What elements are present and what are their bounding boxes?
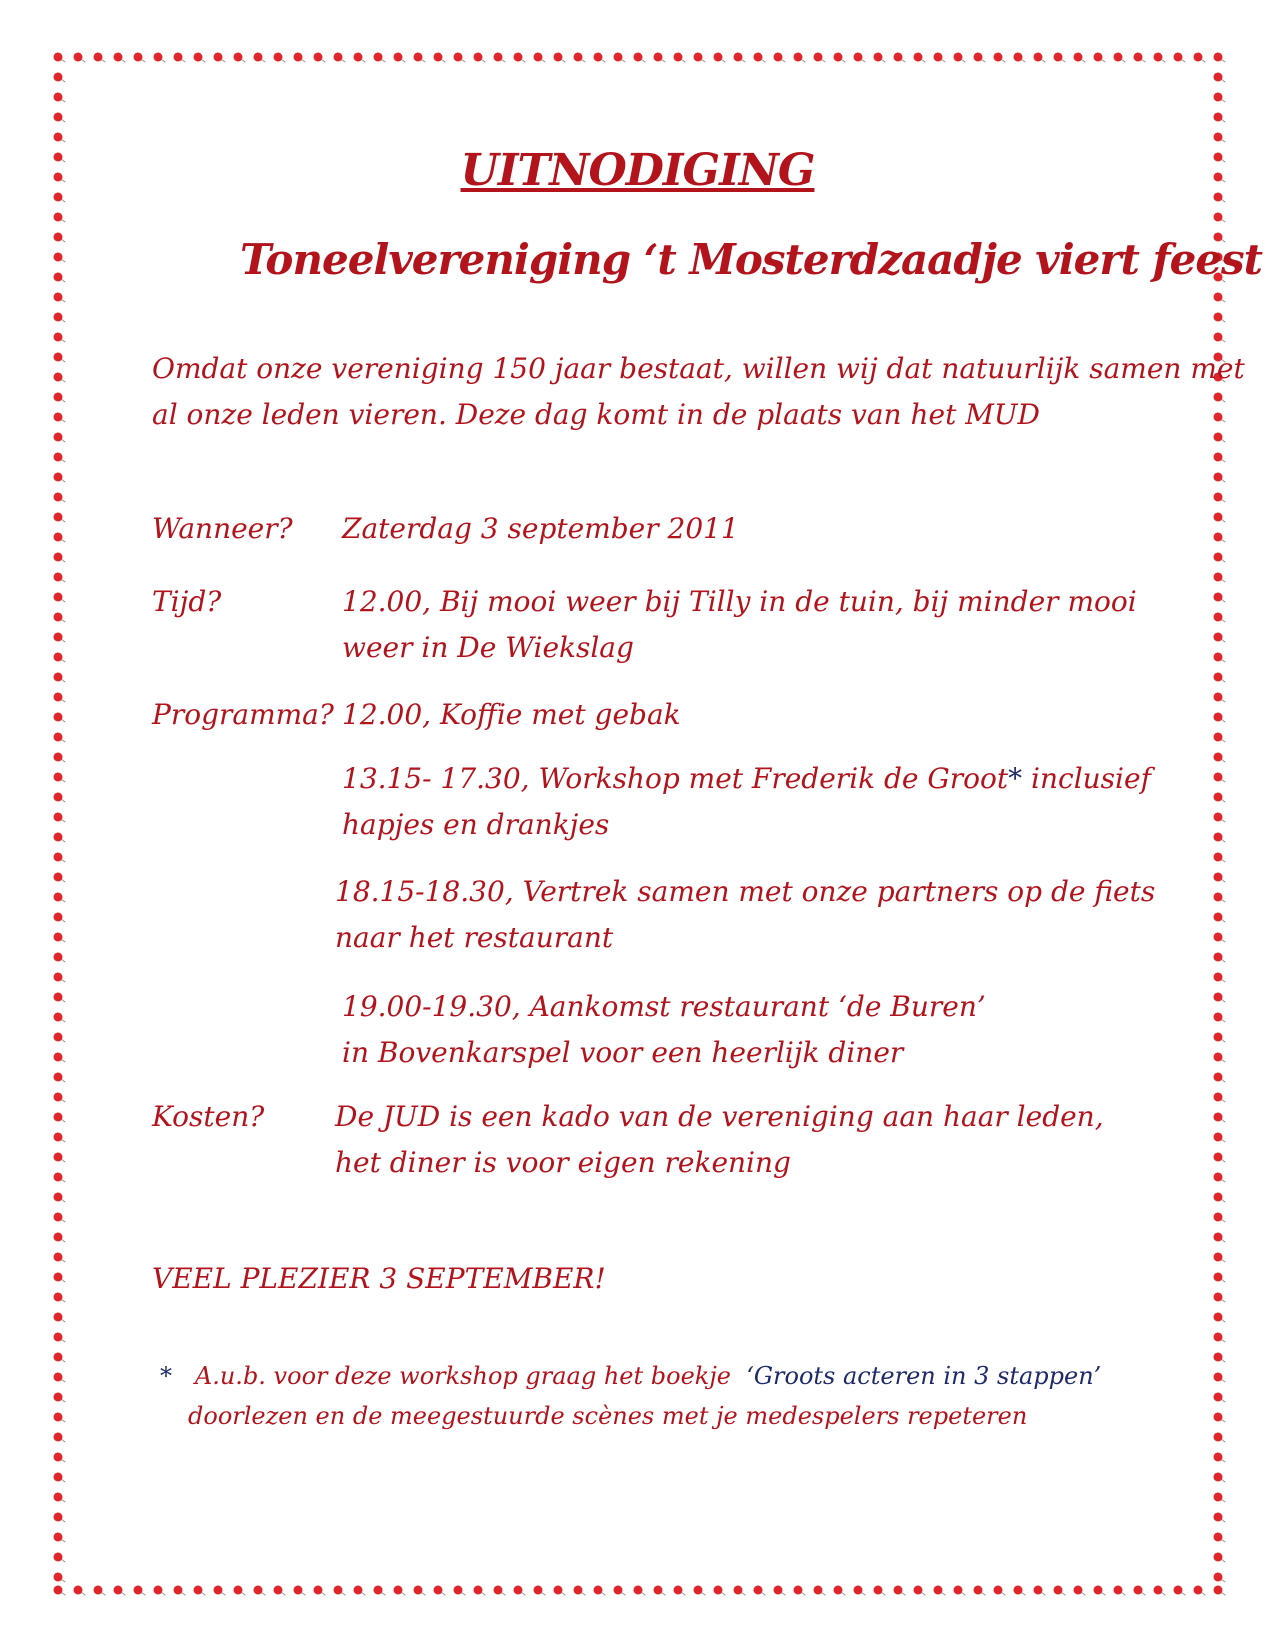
footnote-text: A.u.b. voor deze workshop graag het boekje [194, 1362, 731, 1390]
program-item-1: 12.00, Koffie met gebak [342, 698, 681, 731]
cost-line-1: De JUD is een kado van de vereniging aan haar leden, [335, 1100, 1104, 1133]
program-item-2-line-1 [342, 762, 1151, 795]
book-title: ‘Groots acteren in 3 stappen’ [746, 1362, 1102, 1390]
time-label: Tijd? [152, 585, 222, 618]
intro-line-1: Omdat onze vereniging 150 jaar bestaat, willen wij dat natuurlijk samen met [152, 352, 1245, 385]
when-label: Wanneer? [152, 512, 293, 545]
cost-line-2: het diner is voor eigen rekening [335, 1146, 791, 1179]
invitation-subtitle: Toneelvereniging ‘t Mosterdzaadje viert feest [240, 235, 1263, 284]
program-item-2-text: 13.15- 17.30, Workshop met Frederik de Groot [342, 762, 1009, 795]
footnote-asterisk: * [160, 1362, 172, 1390]
time-line-1: 12.00, Bij mooi weer bij Tilly in de tuin, bij minder mooi [342, 585, 1137, 618]
program-item-3-line-2: naar het restaurant [335, 921, 614, 954]
time-line-2: weer in De Wiekslag [342, 631, 634, 664]
program-item-2-line-2: hapjes en drankjes [342, 808, 610, 841]
intro-line-2: al onze leden vieren. Deze dag komt in de plaats van het MUD [152, 398, 1040, 431]
program-item-3-line-1: 18.15-18.30, Vertrek samen met onze partners op de fiets [335, 875, 1156, 908]
program-item-4-line-1: 19.00-19.30, Aankomst restaurant ‘de Buren’ [342, 990, 986, 1023]
footnote-line-2: doorlezen en de meegestuurde scènes met je medespelers repeteren [188, 1402, 1028, 1430]
program-item-2-tail: inclusief [1022, 762, 1151, 795]
when-value: Zaterdag 3 september 2011 [342, 512, 739, 545]
cost-label: Kosten? [152, 1100, 265, 1133]
program-item-4-line-2: in Bovenkarspel voor een heerlijk diner [342, 1036, 904, 1069]
program-label: Programma? [152, 698, 334, 731]
invitation-title: UITNODIGING [460, 145, 815, 196]
closing-message: VEEL PLEZIER 3 SEPTEMBER! [152, 1262, 606, 1295]
asterisk-marker: * [1008, 762, 1023, 795]
footnote-line-1 [160, 1362, 1101, 1390]
